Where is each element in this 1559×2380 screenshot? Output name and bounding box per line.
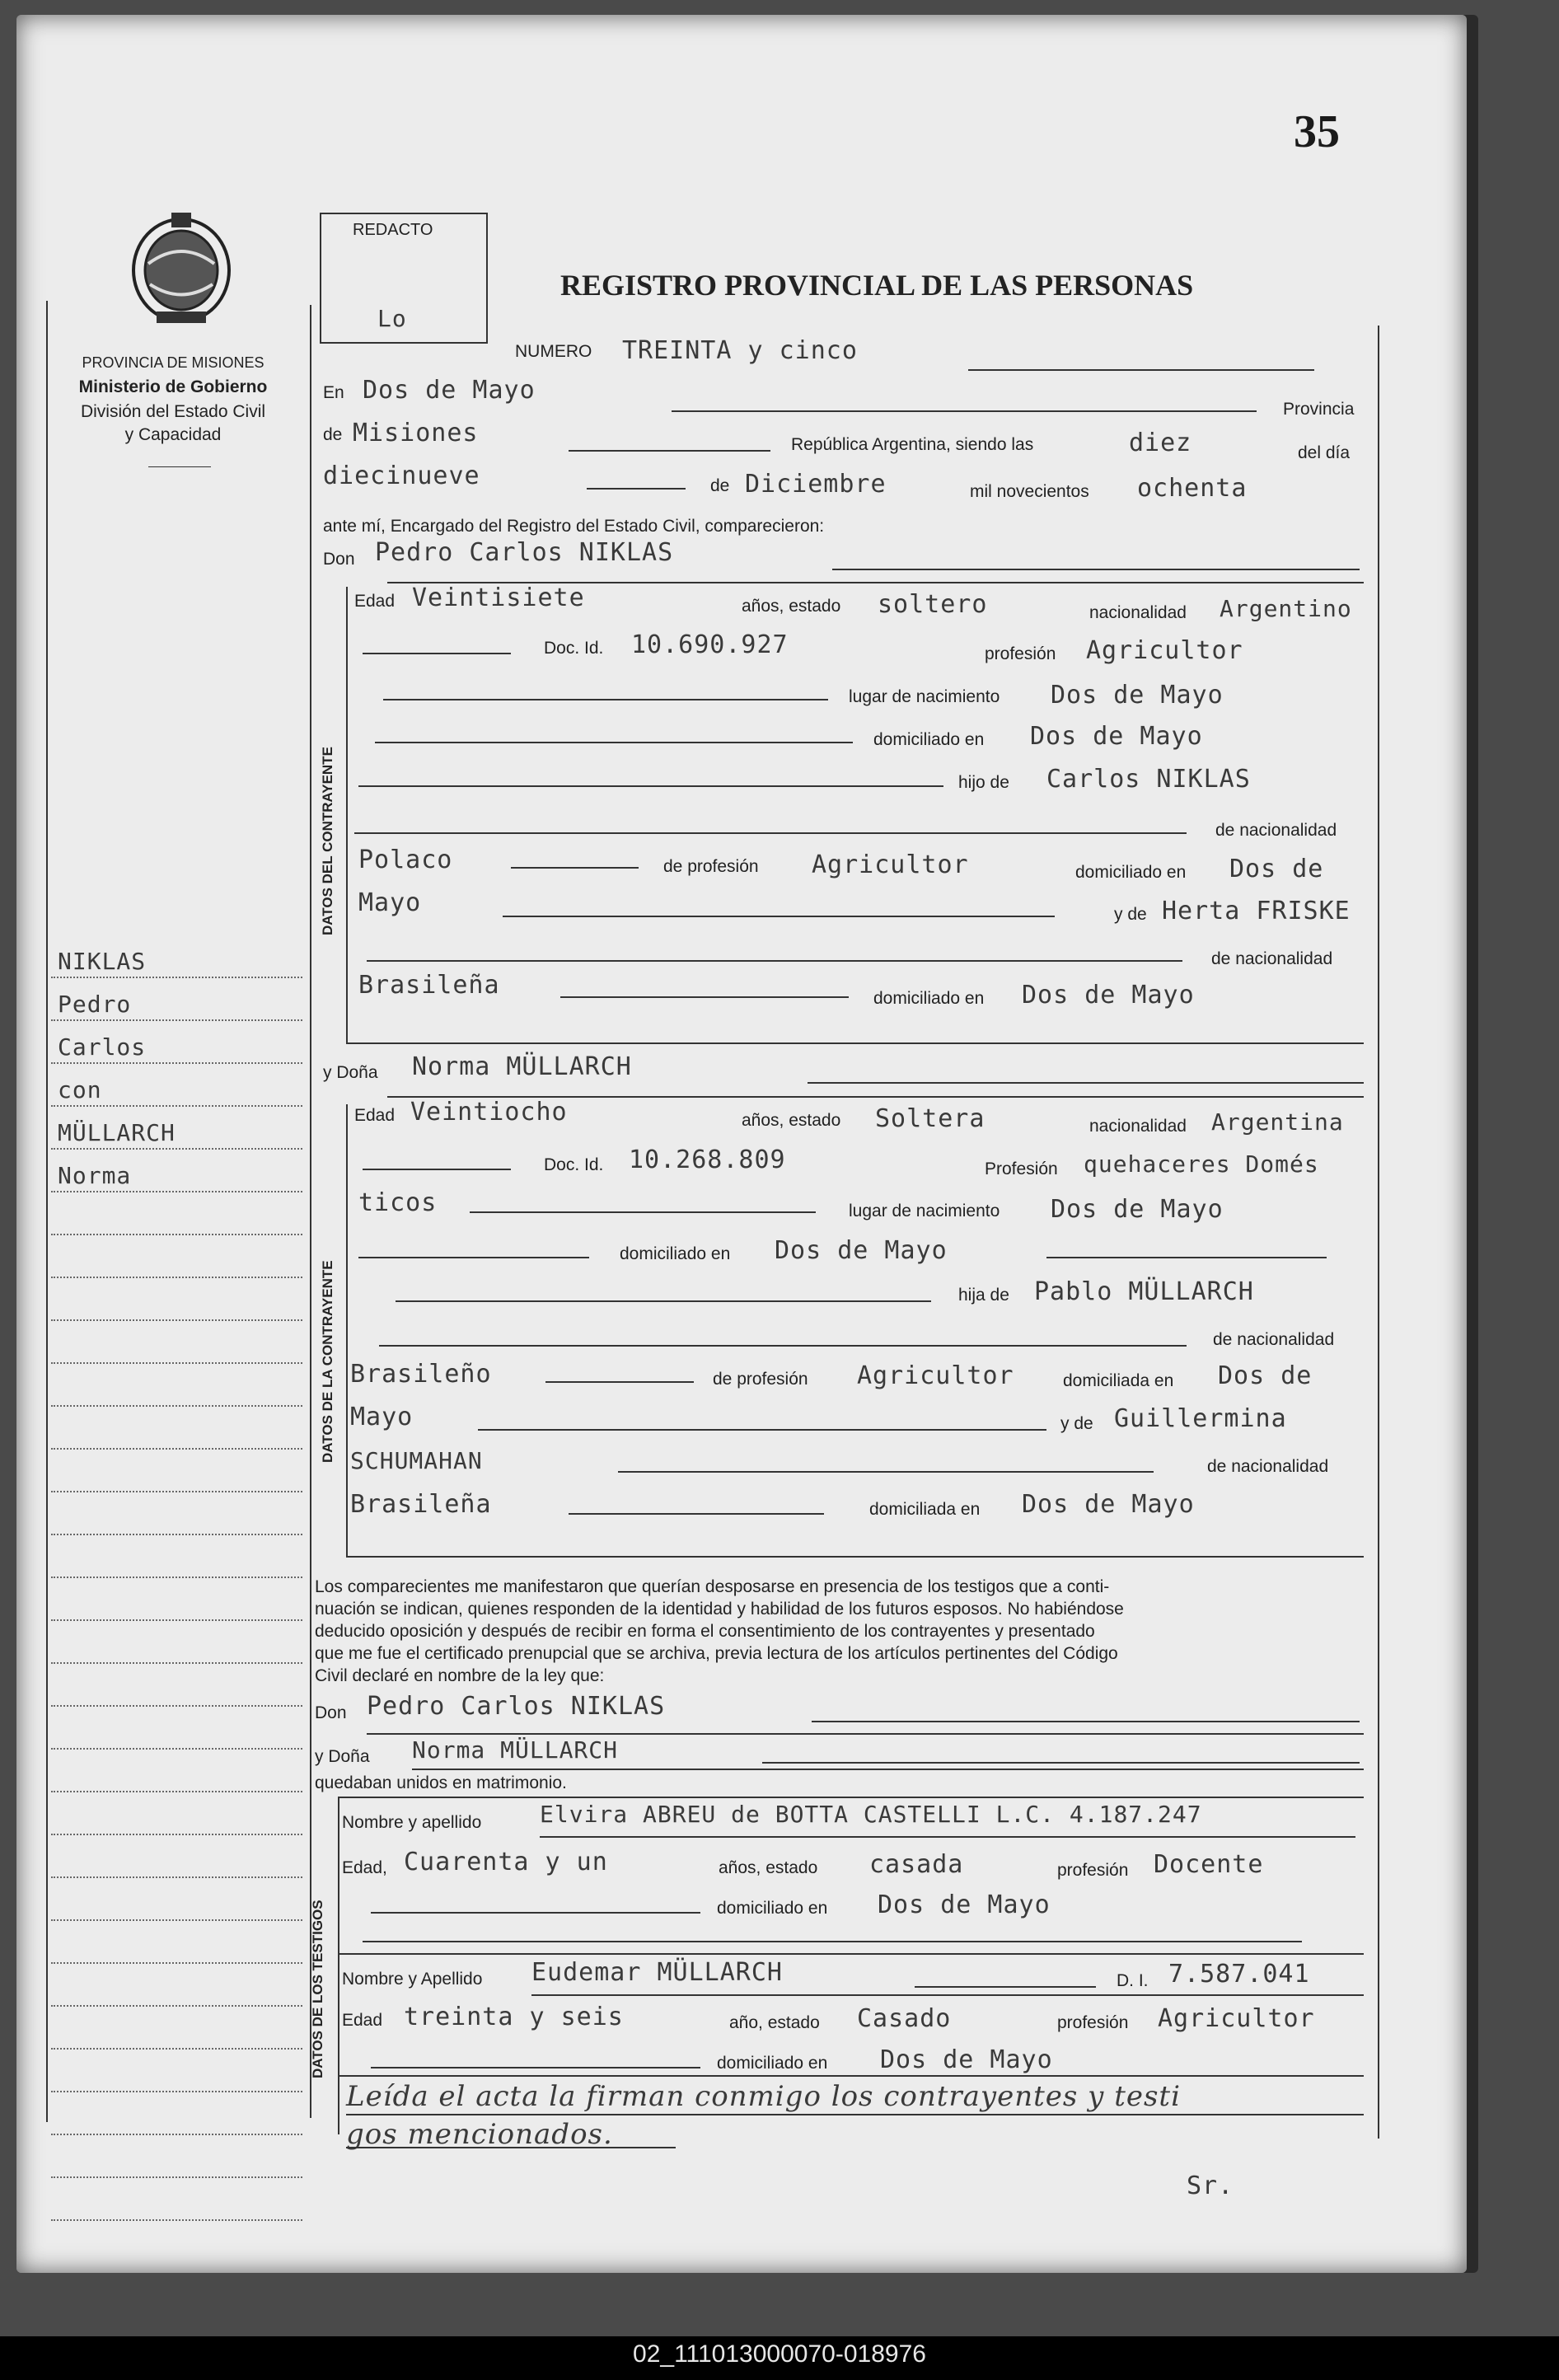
margin-ruled-line [51, 1105, 302, 1107]
t1-estado-label: años, estado [719, 1858, 818, 1877]
margin-ruled-line [51, 1834, 302, 1835]
contrayente-doc: 10.690.927 [631, 630, 789, 659]
t2-prof: Agricultor [1158, 2004, 1315, 2033]
margin-ruled-line [51, 2091, 302, 2092]
contrayente-padre-prof: Agricultor [812, 850, 969, 879]
contrayenta-padre: Pablo MÜLLARCH [1034, 1277, 1254, 1306]
contrayente-padre-dom-2: Mayo [358, 888, 422, 917]
declaration-line: que me fue el certificado prenupcial que se archiva, previa lectura de los artículos pertinentes del Código [315, 1644, 1118, 1663]
margin-ruled-line [51, 1619, 302, 1621]
footer-mark: Sr. [1187, 2172, 1234, 2200]
margin-ruled-line [51, 2134, 302, 2135]
sidebar-capacity: y Capacidad [124, 425, 222, 444]
closing-line-1: Leída el acta la firman conmigo los contrayentes y testi [346, 2080, 1181, 2113]
de-mes-label: de [710, 476, 730, 495]
margin-ruled-line [51, 1791, 302, 1792]
y-de-label: y de [1060, 1414, 1093, 1433]
contrayenta-madre-2: SCHUMAHAN [350, 1447, 483, 1474]
profesion-label: Profesión [985, 1160, 1058, 1178]
de-label: de [323, 425, 343, 444]
contrayenta-padre-nac: Brasileño [350, 1360, 492, 1389]
margin-ruled-line [51, 1362, 302, 1364]
redacto-initials: Lo [377, 305, 407, 332]
contrayenta-profesion-1: quehaceres Domés [1084, 1150, 1319, 1178]
numero-value: TREINTA y cinco [622, 336, 858, 365]
margin-ruled-line [51, 2176, 302, 2178]
document-title: REGISTRO PROVINCIAL DE LAS PERSONAS [560, 269, 1194, 302]
quedaban-text: quedaban unidos en matrimonio. [315, 1773, 567, 1792]
t1-edad: Cuarenta y un [404, 1848, 608, 1876]
coat-of-arms-icon [124, 206, 239, 330]
edad-label: Edad [354, 592, 396, 611]
margin-ruled-line [51, 1962, 302, 1964]
contrayente-edad: Veintisiete [412, 583, 585, 612]
form-right-rule [1378, 326, 1379, 2139]
margin-ruled-line [51, 1019, 302, 1021]
testigos-side-label: DATOS DE LOS TESTIGOS [310, 1900, 325, 2078]
t2-edad-label: Edad [342, 2011, 383, 2030]
margin-rule [46, 301, 48, 2122]
margin-ruled-line [51, 2219, 302, 2221]
margin-ruled-line [51, 2048, 302, 2050]
contrayenta-madre-dom: Dos de Mayo [1022, 1490, 1195, 1519]
contrayenta-nombre: Norma MÜLLARCH [412, 1052, 632, 1081]
margin-name-line: Norma [58, 1162, 132, 1189]
provincia-label: Provincia [1283, 400, 1355, 419]
t1-dom-label: domiciliado en [717, 1899, 828, 1918]
declaration-line: Los comparecientes me manifestaron que querían desposarse en presencia de los testigos que a conti- [315, 1577, 1110, 1596]
de-nacionalidad-label: de nacionalidad [1215, 821, 1337, 840]
numero-label: NUMERO [515, 342, 592, 361]
t1-dom: Dos de Mayo [878, 1890, 1051, 1919]
edad-label: Edad [354, 1106, 396, 1125]
t2-dom-label: domiciliado en [717, 2054, 828, 2073]
margin-ruled-line [51, 1448, 302, 1450]
don-label: Don [323, 550, 355, 569]
margin-ruled-line [51, 2005, 302, 2007]
madre-dom-label: domiciliado en [873, 989, 985, 1008]
ante-text: ante mí, Encargado del Registro del Estado Civil, comparecieron: [323, 517, 825, 536]
margin-ruled-line [51, 1319, 302, 1321]
hora-value: diez [1129, 429, 1192, 457]
t1-estado: casada [869, 1850, 964, 1879]
mil-label: mil novecientos [970, 482, 1089, 501]
contrayenta-side-label: DATOS DE LA CONTRAYENTE [320, 1260, 335, 1463]
anios-estado-label: años, estado [742, 597, 841, 616]
t1-prof-label: profesión [1057, 1861, 1129, 1880]
margin-ruled-line [51, 1148, 302, 1150]
margin-ruled-line [51, 977, 302, 978]
contrayente-madre-dom: Dos de Mayo [1022, 981, 1195, 1010]
margin-name-line: con [58, 1076, 102, 1103]
margin-ruled-line [51, 1491, 302, 1492]
dona-label: y Doña [323, 1063, 378, 1082]
domicilio-label: domiciliado en [620, 1244, 731, 1263]
t2-di-label: D. I. [1117, 1971, 1149, 1990]
contrayente-nacionalidad: Argentino [1220, 595, 1352, 622]
contrayenta-edad: Veintiocho [410, 1098, 568, 1127]
decl-dona-label: y Doña [315, 1747, 370, 1766]
contrayenta-estado: Soltera [875, 1104, 985, 1133]
decl-dona-value: Norma MÜLLARCH [412, 1736, 619, 1764]
profesion-label: profesión [985, 644, 1056, 663]
doc-label: Doc. Id. [544, 639, 604, 658]
contrayenta-madre-1: Guillermina [1114, 1404, 1287, 1433]
sidebar-province: PROVINCIA DE MISIONES [82, 354, 265, 371]
mes-value: Diciembre [745, 470, 887, 499]
padre-dom-label: domiciliada en [1063, 1371, 1174, 1390]
t2-estado: Casado [857, 2004, 952, 2033]
de-nacionalidad-label: de nacionalidad [1213, 1330, 1335, 1349]
contrayenta-domicilio: Dos de Mayo [775, 1236, 948, 1265]
hija-label: hija de [958, 1286, 1009, 1305]
redacto-label: REDACTO [353, 221, 433, 239]
margin-ruled-line [51, 1577, 302, 1578]
contrayente-lugar: Dos de Mayo [1051, 681, 1224, 710]
contrayente-side-label: DATOS DEL CONTRAYENTE [320, 747, 335, 935]
margin-ruled-line [51, 1405, 302, 1407]
margin-ruled-line [51, 1748, 302, 1750]
en-value: Dos de Mayo [363, 376, 536, 405]
t1-prof: Docente [1154, 1850, 1264, 1879]
declaration-paragraph [315, 1576, 1378, 1687]
contrayenta-madre-nac: Brasileña [350, 1490, 492, 1519]
margin-name-line: MÜLLARCH [58, 1119, 176, 1146]
contrayente-padre-nac: Polaco [358, 846, 453, 874]
margin-name-line: Carlos [58, 1033, 147, 1061]
de-profesion-label: de profesión [663, 857, 759, 876]
declaration-line: nuación se indican, quienes responden de la identidad y habilidad de los futuros esposos. No habiéndose [315, 1600, 1124, 1619]
domicilio-label: domiciliado en [873, 730, 985, 749]
contrayenta-doc: 10.268.809 [629, 1145, 786, 1174]
madre-nac-label: de nacionalidad [1207, 1457, 1329, 1476]
lugar-label: lugar de nacimiento [849, 687, 1000, 706]
contrayente-profesion: Agricultor [1086, 636, 1243, 665]
lugar-label: lugar de nacimiento [849, 1202, 1000, 1220]
margin-ruled-line [51, 1534, 302, 1535]
contrayenta-lugar: Dos de Mayo [1051, 1195, 1224, 1224]
nacionalidad-label: nacionalidad [1089, 1117, 1187, 1136]
t1-nombre-label: Nombre y apellido [342, 1813, 482, 1832]
margin-name-line: NIKLAS [58, 948, 147, 975]
contrayente-estado: soltero [878, 590, 988, 619]
en-label: En [323, 383, 344, 402]
margin-ruled-line [51, 1705, 302, 1707]
contrayente-madre-nac: Brasileña [358, 971, 500, 1000]
de-profesion-label: de profesión [713, 1370, 808, 1389]
t2-dom: Dos de Mayo [880, 2045, 1053, 2074]
contrayenta-profesion-2: ticos [358, 1188, 438, 1217]
t2-edad: treinta y seis [404, 2003, 624, 2031]
margin-ruled-line [51, 1277, 302, 1278]
decl-don-value: Pedro Carlos NIKLAS [367, 1692, 666, 1721]
t2-prof-label: profesión [1057, 2013, 1129, 2032]
del-dia-label: del día [1298, 443, 1351, 462]
de-value: Misiones [353, 419, 479, 447]
page-number: 35 [1294, 106, 1340, 157]
t1-nombre: Elvira ABREU de BOTTA CASTELLI L.C. 4.187.247 [540, 1801, 1202, 1828]
closing-line-2: gos mencionados. [346, 2118, 613, 2151]
padre-dom-label: domiciliado en [1075, 863, 1187, 882]
margin-ruled-line [51, 1662, 302, 1664]
margin-ruled-line [51, 1876, 302, 1878]
t1-edad-label: Edad, [342, 1858, 387, 1877]
anios-estado-label: años, estado [742, 1111, 841, 1130]
form-left-rule [310, 305, 311, 2118]
declaration-line: deducido oposición y después de recibir en forma el consentimiento de los contrayentes y presentado [315, 1622, 1095, 1641]
dia-value: diecinueve [323, 461, 480, 490]
contrayenta-padre-dom-1: Dos de [1218, 1361, 1313, 1390]
contrayente-madre: Herta FRISKE [1162, 897, 1351, 925]
declaration-line: Civil declaré en nombre de la ley que: [315, 1666, 605, 1685]
sidebar-ministry: Ministerio de Gobierno [78, 377, 268, 396]
hijo-label: hijo de [958, 773, 1009, 792]
nacionalidad-label: nacionalidad [1089, 603, 1187, 622]
contrayente-domicilio: Dos de Mayo [1030, 722, 1203, 751]
filename-label: 02_111013000070-018976 [633, 2340, 926, 2368]
margin-name-line: Pedro [58, 991, 132, 1018]
contrayente-padre: Carlos NIKLAS [1046, 765, 1251, 794]
t2-nombre-label: Nombre y Apellido [342, 1970, 483, 1989]
margin-ruled-line [51, 1919, 302, 1921]
margin-ruled-line [51, 1062, 302, 1064]
contrayenta-padre-dom-2: Mayo [350, 1403, 414, 1431]
t2-nombre: Eudemar MÜLLARCH [531, 1958, 783, 1987]
anio-value: ochenta [1137, 474, 1248, 503]
madre-nac-label: de nacionalidad [1211, 949, 1333, 968]
redacto-stamp [320, 213, 488, 344]
sidebar-division: División del Estado Civil [80, 402, 266, 421]
t2-di: 7.587.041 [1168, 1960, 1310, 1989]
madre-dom-label: domiciliada en [869, 1500, 981, 1519]
contrayenta-padre-prof: Agricultor [857, 1361, 1014, 1390]
t2-estado-label: año, estado [729, 2013, 820, 2032]
margin-ruled-line [51, 1234, 302, 1235]
margin-ruled-line [51, 1191, 302, 1192]
contrayente-padre-dom-1: Dos de [1229, 855, 1324, 883]
contrayenta-nacionalidad: Argentina [1211, 1108, 1344, 1136]
y-de-label: y de [1114, 905, 1147, 924]
contrayente-nombre: Pedro Carlos NIKLAS [375, 538, 674, 567]
republica-label: República Argentina, siendo las [791, 435, 1034, 454]
doc-label: Doc. Id. [544, 1155, 604, 1174]
decl-don-label: Don [315, 1703, 347, 1722]
